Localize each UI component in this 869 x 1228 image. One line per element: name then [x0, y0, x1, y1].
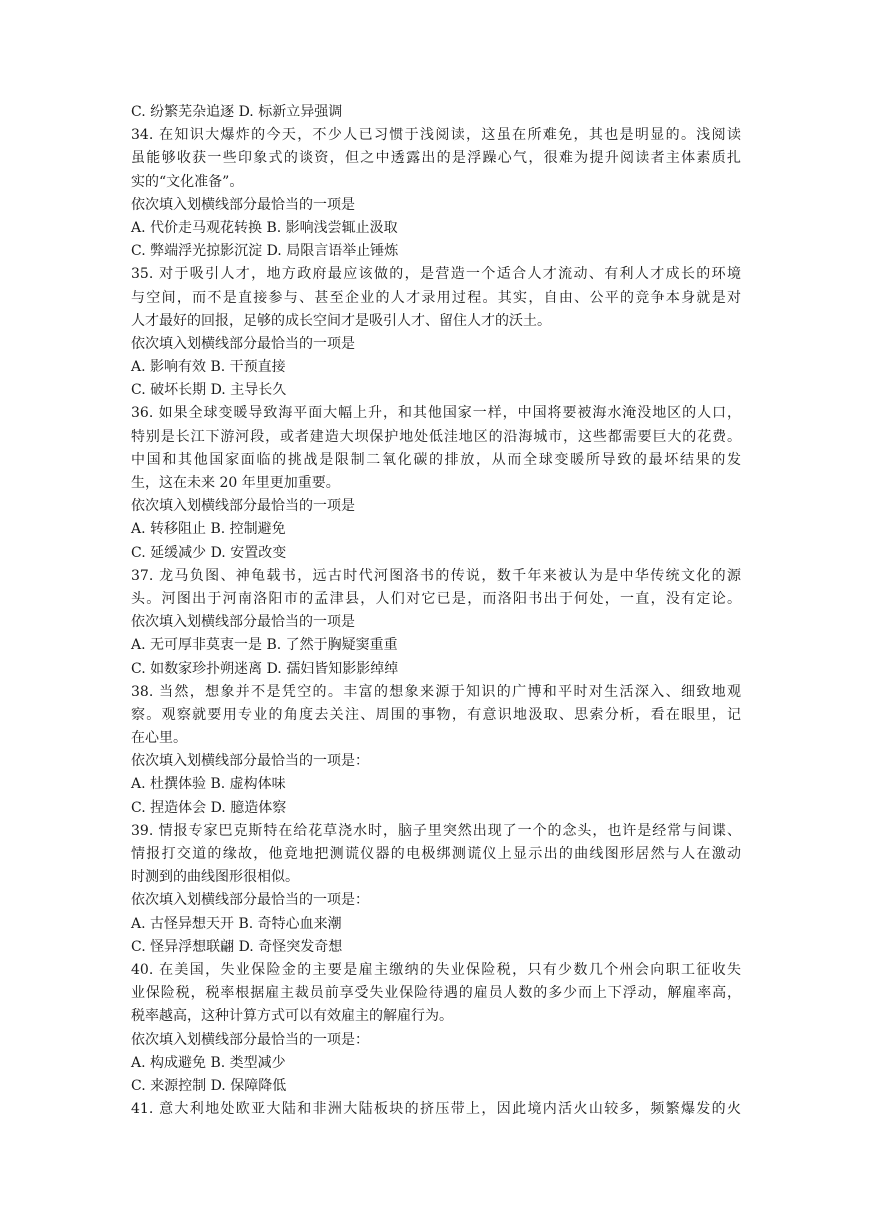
text-line: A. 古怪异想天开 B. 奇特心血来潮: [131, 915, 342, 932]
text-line: 人才最好的回报，足够的成长空间才是吸引人才、留住人才的沃土。: [131, 312, 551, 329]
text-line: 税率越高，这种计算方式可以有效雇主的解雇行为。: [131, 1008, 453, 1025]
text-line: C. 破坏长期 D. 主导长久: [131, 382, 287, 399]
text-line: 39. 情报专家巴克斯特在给花草浇水时，脑子里突然出现了一个的念头，也许是经常与间谍、: [131, 822, 741, 839]
text-line: 与空间，而不是直接参与、甚至企业的人才录用过程。其实，自由、公平的竞争本身就是对: [131, 289, 741, 306]
text-line: C. 捏造体会 D. 臆造体察: [131, 799, 287, 816]
text-line: 依次填入划横线部分最恰当的一项是: [131, 498, 355, 515]
text-line: 34. 在知识大爆炸的今天，不少人已习惯于浅阅读，这虽在所难免，其也是明显的。浅阅读: [131, 127, 741, 144]
text-line: A. 影响有效 B. 干预直接: [131, 359, 286, 376]
text-line: 依次填入划横线部分最恰当的一项是：: [131, 892, 369, 909]
text-line: 41. 意大利地处欧亚大陆和非洲大陆板块的挤压带上，因此境内活火山较多，频繁爆发的火: [131, 1101, 741, 1118]
text-line: 37. 龙马负图、神龟载书，远古时代河图洛书的传说，数千年来被认为是中华传统文化的源: [131, 567, 741, 584]
text-line: 实的“文化准备”。: [131, 173, 244, 190]
text-line: 36. 如果全球变暖导致海平面大幅上升，和其他国家一样，中国将要被海水淹没地区的人口，: [131, 405, 741, 422]
text-line: 在心里。: [131, 730, 187, 747]
text-line: 依次填入划横线部分最恰当的一项是: [131, 196, 355, 213]
text-line: C. 弊端浮光掠影沉淀 D. 局限言语举止锤炼: [131, 243, 399, 260]
text-line: 察。观察就要用专业的角度去关注、周围的事物，有意识地汲取、思索分析，看在眼里，记: [131, 706, 741, 723]
text-line: C. 如数家珍扑朔迷离 D. 孺妇皆知影影绰绰: [131, 660, 399, 677]
text-line: 业保险税，税率根据雇主裁员前享受失业保险待遇的雇员人数的多少而上下浮动，解雇率高，: [131, 985, 741, 1002]
text-line: 头。河图出于河南洛阳市的孟津县，人们对它已是，而洛阳书出于何处，一直，没有定论。: [131, 590, 741, 607]
text-line: C. 延缓减少 D. 安置改变: [131, 544, 287, 561]
text-line: 依次填入划横线部分最恰当的一项是：: [131, 753, 369, 770]
text-line: A. 代价走马观花转换 B. 影响浅尝辄止汲取: [131, 219, 398, 236]
document-page: [131, 101, 741, 1121]
text-line: 依次填入划横线部分最恰当的一项是: [131, 614, 355, 631]
text-line: 40. 在美国，失业保险金的主要是雇主缴纳的失业保险税，只有少数几个州会向职工征收失: [131, 961, 741, 978]
text-line: 虽能够收获一些印象式的谈资，但之中透露出的是浮躁心气，很难为提升阅读者主体素质扎: [131, 150, 741, 167]
text-line: C. 纷繁芜杂追逐 D. 标新立异强调: [131, 104, 343, 120]
text-line: 情报打交道的缘故，他竟地把测谎仪器的电极绑测谎仪上显示出的曲线图形居然与人在激动: [131, 846, 741, 862]
text-line: 中国和其他国家面临的挑战是限制二氧化碳的排放，从而全球变暖所导致的最坏结果的发: [131, 451, 741, 468]
text-line: 35. 对于吸引人才，地方政府最应该做的，是营造一个适合人才流动、有利人才成长的环境: [131, 266, 741, 283]
text-line: A. 杜撰体验 B. 虚构体味: [131, 776, 286, 793]
text-line: A. 构成避免 B. 类型减少: [131, 1054, 286, 1071]
text-line: C. 来源控制 D. 保障降低: [131, 1077, 287, 1094]
text-line: 依次填入划横线部分最恰当的一项是: [131, 335, 355, 352]
text-line: 38. 当然，想象并不是凭空的。丰富的想象来源于知识的广博和平时对生活深入、细致地观: [131, 683, 741, 700]
text-line: A. 转移阻止 B. 控制避免: [131, 521, 286, 538]
text-line: 依次填入划横线部分最恰当的一项是：: [131, 1031, 369, 1048]
text-line: A. 无可厚非莫衷一是 B. 了然于胸疑窦重重: [131, 637, 398, 654]
text-line: 时测到的曲线图形很相似。: [131, 869, 299, 886]
text-line: 生，这在未来 20 年里更加重要。: [131, 475, 340, 491]
text-line: C. 怪异浮想联翩 D. 奇怪突发奇想: [131, 938, 343, 955]
text-line: 特别是长江下游河段，或者建造大坝保护地处低洼地区的沿海城市，这些都需要巨大的花费。: [131, 428, 741, 445]
